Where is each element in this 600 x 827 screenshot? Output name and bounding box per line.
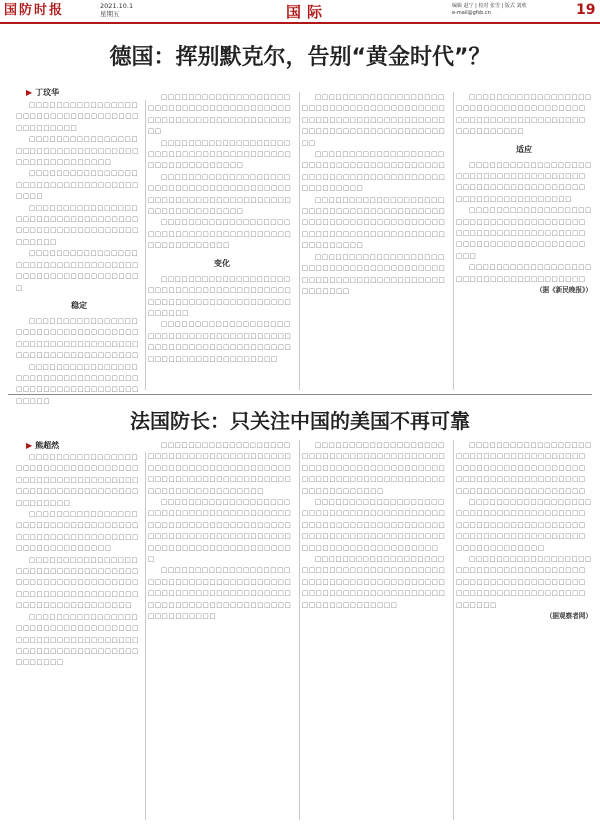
article1-byline: [26, 87, 59, 98]
article1-column-4: [456, 92, 592, 390]
newspaper-logo: 国防时报: [4, 3, 65, 18]
article1-source: （据《新民晚报》）: [535, 286, 592, 295]
article1-paragraph: □□□□□□□□□□□□□□□□□□□□□□□□□□□□□□□□□□□□□□□□□□□□□□□□□□□□□□□□□□□□□□□□□□□□□□□□□□□□□□: [456, 206, 592, 260]
article1-paragraph: □□□□□□□□□□□□□□□□□□□□□□□□□□□□□□□□□□□□□□□□□□□□□□□□: [16, 135, 139, 167]
article1-paragraph: □□□□□□□□□□□□□□□□□□□□□□□□□□□□□□□□□□□□□□□□□□□□□□□□□□□□□□□□□□□□□□□□□□□□□□□□□□□□□□□□: [148, 320, 292, 363]
column-rule: [145, 452, 146, 820]
article2-headline: 法国防长：只关注中国的美国不再可靠: [130, 409, 470, 433]
article1-paragraph: □□□□□□□□□□□□□□□□□□□□□□□□□□□□□□□□□□□□□: [456, 263, 592, 283]
article1-paragraph: □□□□□□□□□□□□□□□□□□□□□□□□□□□□□□□□□□□□□□□□□□□□□□□□□□□□□□□□□□: [16, 203, 139, 246]
article1-paragraph: □□□□□□□□□□□□□□□□□□□□□□□□□□□□□□□□□□□□□□□□□□□□□□□□□□□□□□: [148, 138, 292, 170]
column-rule: [453, 440, 454, 820]
article2-paragraph: □□□□□□□□□□□□□□□□□□□□□□□□□□□□□□□□□□□□□□□□□□□□□□□□□□□□□□□□□□□□□□□□□□□□□□□□□□□□□□: [16, 453, 139, 507]
article1-paragraph: □□□□□□□□□□□□□□□□□□□□□□□□□□□□□□□□□□□□□□□□□□□□□□□□□□□□□□□□□□□□□□□□□□□□□□□□□□□□□□□□□□□□: [302, 93, 446, 147]
article1-paragraph: □□□□□□□□□□□□□□□□□□□□□□□□□□□□□□□□□□□□□□: [16, 169, 139, 201]
article1-column-2: [148, 92, 296, 390]
article2-paragraph: □□□□□□□□□□□□□□□□□□□□□□□□□□□□□□□□□□□□□□□□□□□□□□□□□□□□□□□□□□□□□□□□□□: [16, 510, 139, 553]
article2-paragraph: □□□□□□□□□□□□□□□□□□□□□□□□□□□□□□□□□□□□□□□□□□□□□□□□□□□□□□□□□□□□□□□□□□□□□□□□□□□□□□□□□□□□□□□□□□□□: [148, 566, 292, 621]
article2-author: 熊超然: [35, 441, 60, 450]
article2-column-2: [148, 440, 296, 820]
article1-paragraph: □□□□□□□□□□□□□□□□□□□□□□□□□□□□□□□□□□□□□□□□□□□□□□□□□□□□□□□□□□□□□□□□□□□: [148, 274, 292, 317]
article2-paragraph: □□□□□□□□□□□□□□□□□□□□□□□□□□□□□□□□□□□□□□□□□□□□□□□□□□□□□□□□□□□□□□□□□□□□□□□□□□□□□□□□□□□□□□□□□□□□□□□□□□□: [148, 441, 292, 495]
issue-date-text: 2021.10.1: [100, 2, 134, 10]
article2-paragraph: □□□□□□□□□□□□□□□□□□□□□□□□□□□□□□□□□□□□□□□□□□□□□□□□□□□□□□□□□□□□□□□□□□□□□□□□□□□□□□□□□□□□□□□□□□□□□□: [302, 441, 446, 495]
article2-paragraph: □□□□□□□□□□□□□□□□□□□□□□□□□□□□□□□□□□□□□□□□□□□□□□□□□□□□□□□□□□□□□□□□□□□□□□□□□□□□□□□□□□□□□□□□□□□□□□: [456, 441, 592, 495]
article2-column-1: [16, 452, 142, 820]
article1-subhead-stability: 稳定: [71, 300, 87, 310]
section-title: 国际: [286, 3, 329, 21]
article1-paragraph: □□□□□□□□□□□□□□□□□□□□□□□□□□□□□□□□□□□□□□□□□□□□□□□□□□□□□□□□□□□□□□□□□□□□□□□□□: [456, 160, 592, 203]
column-rule: [299, 440, 300, 820]
page-number: 19: [576, 2, 596, 18]
article1-paragraph: □□□□□□□□□□□□□□□□□□□□□□□□□□□□□□□□□□□□□□□□□□□: [16, 101, 139, 132]
article2-paragraph: □□□□□□□□□□□□□□□□□□□□□□□□□□□□□□□□□□□□□□□□□□□□□□□□□□□□□□□□□□□□□□□□□□□□□□□□□□□□□□□□□□□□□□□□□□□□□□□□□□□□□□□□: [148, 498, 292, 564]
editor-credits: 编辑 赵宁 | 校对 张雪 | 版式 刘欣 e-mail@gfsb.cn: [452, 3, 527, 16]
masthead: [0, 0, 600, 22]
column-rule: [145, 100, 146, 390]
article2-paragraph: □□□□□□□□□□□□□□□□□□□□□□□□□□□□□□□□□□□□□□□□□□□□□□□□□□□□□□□□□□□□□□□□□□□□□□□□□□□□□□□□□: [456, 555, 592, 609]
article2-paragraph: □□□□□□□□□□□□□□□□□□□□□□□□□□□□□□□□□□□□□□□□□□□□□□□□□□□□□□□□□□□□□□□□□□□□□□□□□□□□□□□□□□□□□□□: [16, 555, 139, 610]
article1-headline: 德国：挥别默克尔，告别“黄金时代”？: [109, 45, 491, 70]
article1-column-1: [16, 100, 142, 405]
article1-paragraph: □□□□□□□□□□□□□□□□□□□□□□□□□□□□□□□□□□□□□□□□□□□□□□□□□□□□□□□□□□□□□□□□□□□□: [302, 252, 446, 295]
article1-paragraph: □□□□□□□□□□□□□□□□□□□□□□□□□□□□□□□□□□□□□□□□□□□□□□□□□□□□□: [16, 249, 139, 292]
article2-column-4: [456, 440, 592, 820]
article1-paragraph: □□□□□□□□□□□□□□□□□□□□□□□□□□□□□□□□□□□□□□□□□□□□□□□□□□□□□□□□□□□□□□□: [148, 93, 292, 136]
article1-paragraph: □□□□□□□□□□□□□□□□□□□□□□□□□□□□□□□□□□□□□□□□□□□□□□□□□□□□□□□□□□□□□□□□□□: [456, 93, 592, 136]
triangle-icon: ▶: [26, 88, 33, 97]
article1-subhead-change: 变化: [214, 258, 230, 268]
column-rule: [299, 92, 300, 390]
article2-paragraph: □□□□□□□□□□□□□□□□□□□□□□□□□□□□□□□□□□□□□□□□□□□□□□□□□□□□□□□□□□□□□□□□□□□□□□□□□□□□□□□□□□□□□□□□: [456, 498, 592, 552]
article1-subhead-adapt: 适应: [516, 144, 532, 154]
article1-paragraph: □□□□□□□□□□□□□□□□□□□□□□□□□□□□□□□□□□□□□□□□□□□□□□□□□□□□□□□□□: [16, 362, 139, 405]
article1-author: 丁玟华: [35, 88, 60, 97]
article1-paragraph: □□□□□□□□□□□□□□□□□□□□□□□□□□□□□□□□□□□□□□□□□□□□□□□□□□□□□□□□□□□□□□□□□□□□□□□□□□□□□□□□□□□□□□□□□□□: [302, 195, 446, 250]
article1-paragraph: □□□□□□□□□□□□□□□□□□□□□□□□□□□□□□□□□□□□□□□□□□□□□□□□□□□□□□□□□□□□□□□□□□□□□□□□□□□: [148, 172, 292, 216]
issue-weekday: 星期五: [100, 10, 120, 18]
article1-paragraph: □□□□□□□□□□□□□□□□□□□□□□□□□□□□□□□□□□□□□□□□□□□□□□□□□□□□□□□□□□□□□□□□□□□□□□: [16, 316, 139, 360]
article2-paragraph: □□□□□□□□□□□□□□□□□□□□□□□□□□□□□□□□□□□□□□□□□□□□□□□□□□□□□□□□□□□□□□□□□□□□□□□□□□□□□□□□□□□□□□□□□□□□□□□□: [302, 555, 446, 609]
article1-paragraph: □□□□□□□□□□□□□□□□□□□□□□□□□□□□□□□□□□□□□□□□□□□□□□□□□□□□□□□□□□□□□□□□□□□□□□: [302, 150, 446, 193]
masthead-rule: [0, 22, 600, 24]
article1-paragraph: □□□□□□□□□□□□□□□□□□□□□□□□□□□□□□□□□□□□□□□□□□□□□□□□□□□□: [148, 218, 292, 250]
article-divider: [8, 394, 592, 395]
issue-date: [100, 2, 133, 18]
article2-paragraph: □□□□□□□□□□□□□□□□□□□□□□□□□□□□□□□□□□□□□□□□□□□□□□□□□□□□□□□□□□□□□□□□□□□□□□□□□□□□□: [16, 612, 139, 667]
triangle-icon: ▶: [26, 441, 33, 450]
article2-column-3: [302, 440, 450, 820]
article2-byline: [26, 440, 59, 451]
article2-source: （据观察者网）: [545, 612, 592, 621]
article1-column-3: [302, 92, 450, 390]
article2-paragraph: □□□□□□□□□□□□□□□□□□□□□□□□□□□□□□□□□□□□□□□□□□□□□□□□□□□□□□□□□□□□□□□□□□□□□□□□□□□□□□□□□□□□□□□□□□□□□□□□□□□□□□: [302, 498, 446, 552]
column-rule: [453, 92, 454, 390]
